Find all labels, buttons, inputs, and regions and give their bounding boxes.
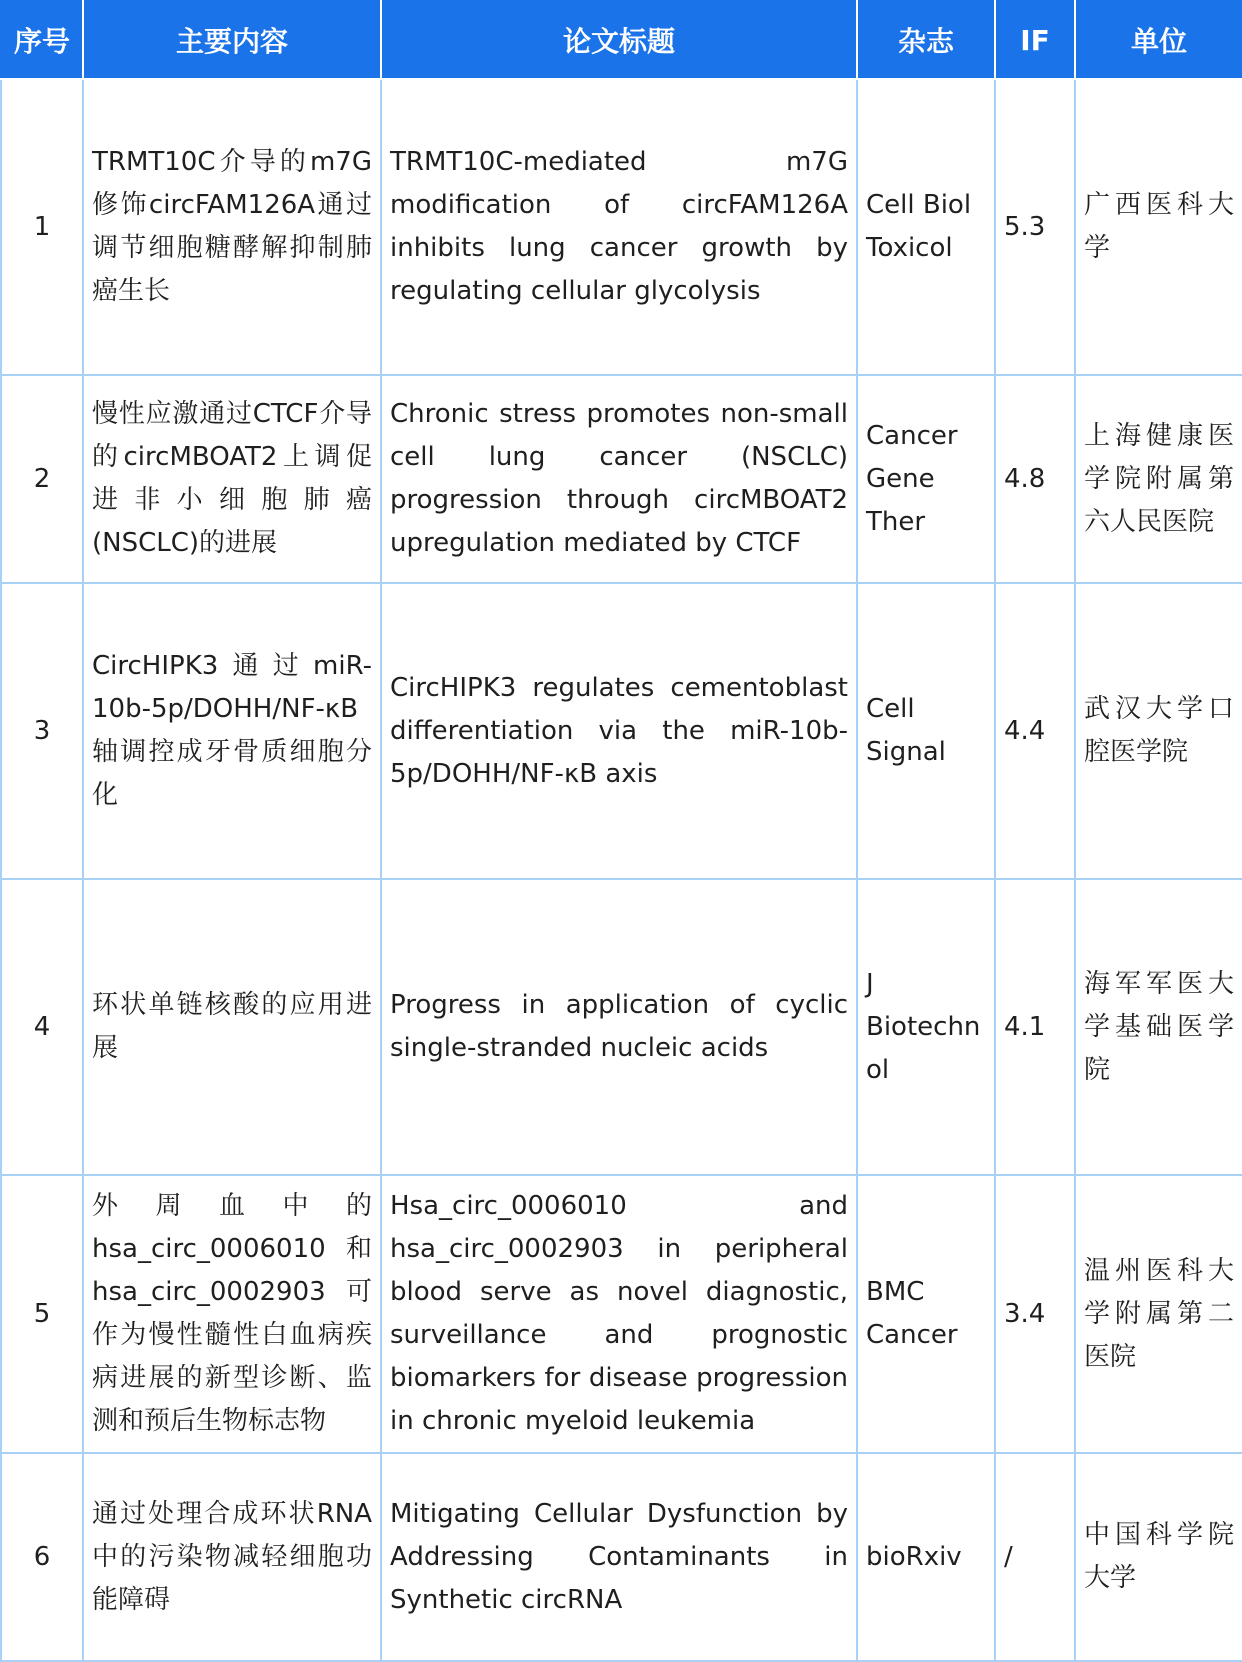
row-index: 5 [1,1175,83,1453]
row-index: 4 [1,879,83,1175]
row-index: 2 [1,375,83,583]
row-content: 慢性应激通过CTCF介导的circMBOAT2上调促进非小细胞肺癌(NSCLC)的进展 [83,375,381,583]
row-unit: 上海健康医学院附属第六人民医院 [1075,375,1242,583]
row-if: 5.3 [995,79,1075,375]
row-index: 3 [1,583,83,879]
table-header-row [1,1,1242,79]
row-unit: 武汉大学口腔医学院 [1075,583,1242,879]
table-row [1,79,1242,375]
row-unit: 中国科学院大学 [1075,1453,1242,1661]
row-title: Chronic stress promotes non-small cell lung cancer (NSCLC) progression through circMBOAT2 upregulation mediated by CTCF [381,375,857,583]
table-row [1,1175,1242,1453]
header-index: 序号 [1,1,83,79]
row-if: 4.8 [995,375,1075,583]
row-title: Progress in application of cyclic single-stranded nucleic acids [381,879,857,1175]
row-if: / [995,1453,1075,1661]
table-row [1,879,1242,1175]
table-row [1,375,1242,583]
row-content: TRMT10C介导的m7G修饰circFAM126A通过调节细胞糖酵解抑制肺癌生长 [83,79,381,375]
row-unit: 温州医科大学附属第二医院 [1075,1175,1242,1453]
row-title: CircHIPK3 regulates cementoblast differentiation via the miR-10b-5p/DOHH/NF-κB axis [381,583,857,879]
header-title: 论文标题 [381,1,857,79]
row-journal: BMC Cancer [857,1175,995,1453]
table-row [1,583,1242,879]
row-if: 3.4 [995,1175,1075,1453]
row-journal: Cell Biol Toxicol [857,79,995,375]
row-journal: bioRxiv [857,1453,995,1661]
header-journal: 杂志 [857,1,995,79]
header-content: 主要内容 [83,1,381,79]
table-row [1,1453,1242,1661]
row-content: 外周血中的hsa_circ_0006010和hsa_circ_0002903可作为慢性髓性白血病疾病进展的新型诊断、监测和预后生物标志物 [83,1175,381,1453]
row-content: 通过处理合成环状RNA中的污染物减轻细胞功能障碍 [83,1453,381,1661]
row-title: Hsa_circ_0006010 and hsa_circ_0002903 in peripheral blood serve as novel diagnostic, surveillance and prognostic biomarkers for disease progression in chronic myeloid leukemia [381,1175,857,1453]
row-content: CircHIPK3通过miR-10b-5p/DOHH/NF-κB轴调控成牙骨质细胞分化 [83,583,381,879]
row-journal: Cell Signal [857,583,995,879]
row-index: 6 [1,1453,83,1661]
row-unit: 广西医科大学 [1075,79,1242,375]
row-if: 4.1 [995,879,1075,1175]
row-title: TRMT10C-mediated m7G modification of circFAM126A inhibits lung cancer growth by regulating cellular glycolysis [381,79,857,375]
row-journal: Cancer Gene Ther [857,375,995,583]
row-if: 4.4 [995,583,1075,879]
row-index: 1 [1,79,83,375]
row-journal: J Biotechnol [857,879,995,1175]
row-content: 环状单链核酸的应用进展 [83,879,381,1175]
row-title: Mitigating Cellular Dysfunction by Addressing Contaminants in Synthetic circRNA [381,1453,857,1661]
row-unit: 海军军医大学基础医学院 [1075,879,1242,1175]
header-unit: 单位 [1075,1,1242,79]
header-if: IF [995,1,1075,79]
